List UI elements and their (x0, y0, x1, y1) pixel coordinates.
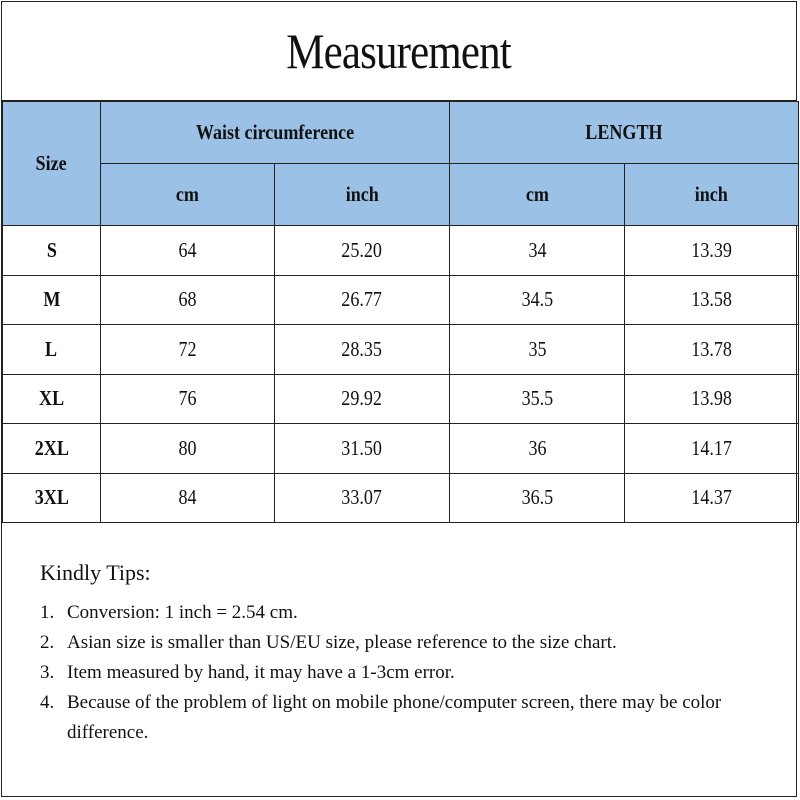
size-cell: 2XL (3, 424, 101, 474)
tip-text: Asian size is smaller than US/EU size, please reference to the size chart. (67, 632, 617, 653)
unit-header: inch (625, 164, 799, 226)
tip-number: 3. (40, 662, 55, 683)
table-cell: 13.98 (625, 374, 799, 424)
page-title: Measurement (286, 23, 512, 79)
table-cell: 13.39 (625, 226, 799, 276)
table-cell: 14.37 (625, 473, 799, 523)
tip-text: Conversion: 1 inch = 2.54 cm. (67, 602, 298, 623)
table-cell: 26.77 (275, 275, 450, 325)
header-row-groups (3, 102, 799, 164)
table-cell: 72 (101, 325, 275, 375)
table-row (3, 226, 799, 276)
size-cell: 3XL (3, 473, 101, 523)
table-cell: 36 (450, 424, 625, 474)
size-cell: M (3, 275, 101, 325)
tip-text: Item measured by hand, it may have a 1-3cm error. (67, 662, 455, 683)
tips-title: Kindly Tips: (40, 560, 151, 585)
size-cell: XL (3, 374, 101, 424)
table-cell: 28.35 (275, 325, 450, 375)
table-cell: 29.92 (275, 374, 450, 424)
table-cell: 31.50 (275, 424, 450, 474)
tips-list (40, 598, 740, 748)
unit-header: cm (450, 164, 625, 226)
title-row (2, 2, 796, 101)
table-row (3, 275, 799, 325)
table-cell: 25.20 (275, 226, 450, 276)
size-table (2, 101, 799, 523)
unit-header: inch (275, 164, 450, 226)
tips-section (40, 560, 740, 748)
table-row (3, 325, 799, 375)
table-cell: 35 (450, 325, 625, 375)
table-cell: 35.5 (450, 374, 625, 424)
tip-item (40, 658, 740, 688)
unit-header: cm (101, 164, 275, 226)
table-cell: 64 (101, 226, 275, 276)
table-cell: 68 (101, 275, 275, 325)
table-cell: 76 (101, 374, 275, 424)
table-cell: 34 (450, 226, 625, 276)
table-cell: 14.17 (625, 424, 799, 474)
tip-item (40, 688, 740, 748)
size-cell: S (3, 226, 101, 276)
waist-header: Waist circumference (101, 102, 450, 164)
tip-number: 4. (40, 692, 55, 713)
tip-number: 2. (40, 632, 55, 653)
table-cell: 36.5 (450, 473, 625, 523)
table-cell: 80 (101, 424, 275, 474)
table-row (3, 473, 799, 523)
table-row (3, 374, 799, 424)
header-row-units (3, 164, 799, 226)
tip-item (40, 598, 740, 628)
table-row (3, 424, 799, 474)
table-cell: 34.5 (450, 275, 625, 325)
tip-item (40, 628, 740, 658)
table-cell: 84 (101, 473, 275, 523)
tip-number: 1. (40, 602, 55, 623)
tip-text: Because of the problem of light on mobile phone/computer screen, there may be color difference. (67, 692, 722, 743)
table-cell: 33.07 (275, 473, 450, 523)
table-cell: 13.78 (625, 325, 799, 375)
size-header: Size (3, 102, 101, 226)
length-header: LENGTH (450, 102, 799, 164)
table-cell: 13.58 (625, 275, 799, 325)
size-cell: L (3, 325, 101, 375)
